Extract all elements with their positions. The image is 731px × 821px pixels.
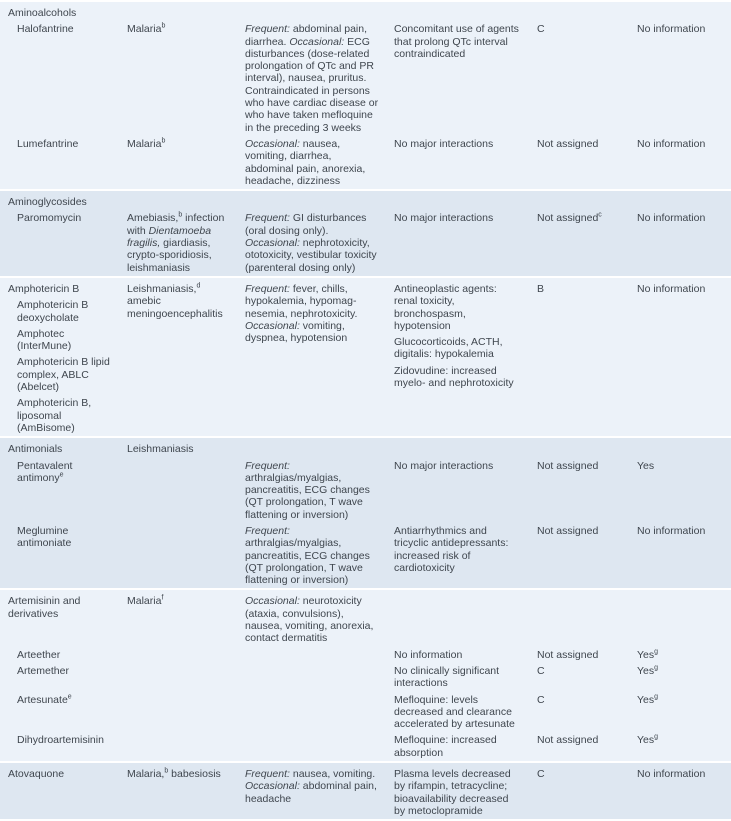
pregnancy-class-cell bbox=[530, 21, 630, 136]
drug-class-section bbox=[0, 191, 731, 278]
indication-cell bbox=[120, 523, 238, 588]
pregnancy-class-cell bbox=[530, 210, 630, 275]
interaction-note: No major interactions bbox=[394, 137, 494, 150]
drug-cell bbox=[0, 523, 120, 588]
breastfeeding-cell bbox=[630, 590, 731, 646]
drug-cell bbox=[0, 278, 120, 436]
drug-class-section bbox=[0, 438, 731, 590]
breastfeeding-cell bbox=[630, 278, 731, 436]
pregnancy-class-cell bbox=[530, 523, 630, 588]
indication-cell bbox=[120, 763, 238, 819]
interaction-note: Plasma levels decreased by rifampin, tetracycline; bioavailability decreased by metoclopramide bbox=[394, 768, 511, 817]
adverse-effects-text: Frequent: arthralgias/myalgias, pancreatitis, ECG changes (QT prolongation, T wave flattening or inversion) bbox=[245, 524, 370, 587]
drug-cell bbox=[0, 438, 120, 457]
drug-formulation: Amphotericin B lipid complex, ABLC (Abelcet) bbox=[17, 356, 110, 394]
interactions-cell bbox=[387, 210, 530, 275]
table-row bbox=[0, 732, 731, 761]
breastfeeding-text: Yes$^g$ bbox=[637, 733, 659, 747]
breastfeeding-text: No information bbox=[637, 212, 706, 225]
indication-text: Leishmaniasis,$^d$ amebic meningoencephalitis bbox=[127, 282, 223, 320]
drug-name: Artesunate$^e$ bbox=[17, 693, 72, 706]
drug-cell bbox=[0, 590, 120, 646]
interaction-note: No clinically significant interactions bbox=[394, 664, 500, 690]
interactions-cell bbox=[387, 458, 530, 523]
table-row bbox=[0, 763, 731, 819]
breastfeeding-cell bbox=[630, 136, 731, 189]
breastfeeding-cell bbox=[630, 647, 731, 663]
pregnancy-class-text: C bbox=[537, 23, 545, 36]
drug-formulation: Amphotericin B deoxycholate bbox=[17, 299, 89, 324]
breastfeeding-cell bbox=[630, 763, 731, 819]
table-row bbox=[0, 458, 731, 523]
drug-class-section bbox=[0, 278, 731, 438]
breastfeeding-cell bbox=[630, 210, 731, 275]
drug-cell bbox=[0, 692, 120, 733]
breastfeeding-cell bbox=[630, 732, 731, 761]
interactions-cell bbox=[387, 2, 530, 21]
interactions-cell bbox=[387, 136, 530, 189]
interaction-note: Concomitant use of agents that prolong QTc interval contraindicated bbox=[394, 23, 519, 60]
pregnancy-class-cell bbox=[530, 191, 630, 210]
indication-cell bbox=[120, 278, 238, 436]
drug-name: Dihydroartemisinin bbox=[17, 734, 104, 747]
interactions-cell bbox=[387, 590, 530, 646]
interactions-cell bbox=[387, 438, 530, 457]
interaction-note: No major interactions bbox=[394, 212, 494, 225]
adverse-effects-cell bbox=[238, 438, 387, 457]
indication-cell bbox=[120, 191, 238, 210]
drug-class-section bbox=[0, 590, 731, 763]
breastfeeding-cell bbox=[630, 2, 731, 21]
drug-class-section bbox=[0, 763, 731, 821]
interactions-cell bbox=[387, 21, 530, 136]
drug-cell bbox=[0, 732, 120, 761]
adverse-effects-cell bbox=[238, 278, 387, 436]
interactions-cell bbox=[387, 647, 530, 663]
indication-cell bbox=[120, 458, 238, 523]
adverse-effects-cell bbox=[238, 523, 387, 588]
table-row bbox=[0, 2, 731, 21]
drug-class-name: Aminoglycosides bbox=[8, 196, 87, 209]
adverse-effects-text: Frequent: GI disturbances (oral dosing only). Occasional: nephrotoxicity, ototoxicity, vestibular toxicity (parenteral dosing only) bbox=[245, 212, 377, 274]
pregnancy-class-cell bbox=[530, 663, 630, 692]
adverse-effects-text: Frequent: fever, chills, hypokalemia, hypomag-nesemia, nephrotoxicity. Occasional: vomiting, dyspnea, hypotension bbox=[245, 282, 358, 345]
drug-formulation: Amphotec (InterMune) bbox=[17, 327, 72, 353]
table-row bbox=[0, 692, 731, 733]
breastfeeding-cell bbox=[630, 663, 731, 692]
drug-class-name: Atovaquone bbox=[8, 768, 65, 781]
table-row bbox=[0, 21, 731, 136]
interactions-cell bbox=[387, 692, 530, 733]
breastfeeding-cell bbox=[630, 458, 731, 523]
drug-name: Lumefantrine bbox=[17, 137, 79, 150]
indication-text: Malaria,$^b$ babesiosis bbox=[127, 767, 221, 781]
breastfeeding-text: Yes$^g$ bbox=[637, 693, 659, 706]
drug-class-name: Antimonials bbox=[8, 443, 63, 456]
indication-cell bbox=[120, 210, 238, 275]
drug-formulation: Amphotericin B, liposomal (AmBisome) bbox=[17, 397, 92, 434]
adverse-effects-cell bbox=[238, 647, 387, 663]
adverse-effects-cell bbox=[238, 2, 387, 21]
drug-cell bbox=[0, 191, 120, 210]
adverse-effects-cell bbox=[238, 210, 387, 275]
adverse-effects-cell bbox=[238, 136, 387, 189]
drug-cell bbox=[0, 2, 120, 21]
drug-class-name: Amphotericin B bbox=[8, 282, 80, 295]
pregnancy-class-cell bbox=[530, 647, 630, 663]
drug-cell bbox=[0, 210, 120, 275]
interaction-note: Mefloquine: increased absorption bbox=[394, 734, 497, 759]
pregnancy-class-text: B bbox=[537, 282, 545, 295]
pregnancy-class-text: C bbox=[537, 768, 545, 781]
breastfeeding-text: No information bbox=[637, 524, 706, 537]
interactions-cell bbox=[387, 763, 530, 819]
drug-cell bbox=[0, 21, 120, 136]
breastfeeding-text: No information bbox=[637, 137, 706, 150]
drug-name: Artemether bbox=[17, 664, 69, 677]
adverse-effects-text: Frequent: abdominal pain, diarrhea. Occasional: ECG disturbances (dose-related prolongation of QTc and PR interval), nausea, pruritus. Contraindicated in persons who have cardiac disease or who have taken mefloquine in the preceding 3 weeks bbox=[245, 23, 379, 134]
interactions-cell bbox=[387, 732, 530, 761]
breastfeeding-cell bbox=[630, 21, 731, 136]
drug-name: Meglumine antimoniate bbox=[17, 524, 72, 550]
drug-class-name: Aminoalcohols bbox=[8, 7, 77, 19]
pregnancy-class-text: Not assigned bbox=[537, 459, 599, 472]
pregnancy-class-cell bbox=[530, 136, 630, 189]
drug-name: Arteether bbox=[17, 648, 61, 661]
adverse-effects-cell bbox=[238, 458, 387, 523]
table-row bbox=[0, 523, 731, 588]
indication-text: Malaria$^b$ bbox=[127, 137, 166, 150]
breastfeeding-text: No information bbox=[637, 768, 706, 781]
pregnancy-class-cell bbox=[530, 2, 630, 21]
drug-name: Paromomycin bbox=[17, 212, 82, 225]
pregnancy-class-text: Not assigned bbox=[537, 648, 599, 661]
adverse-effects-cell bbox=[238, 732, 387, 761]
interactions-cell bbox=[387, 278, 530, 436]
indication-cell bbox=[120, 21, 238, 136]
interaction-note: No major interactions bbox=[394, 459, 494, 472]
adverse-effects-cell bbox=[238, 191, 387, 210]
pregnancy-class-text: Not assigned bbox=[537, 137, 599, 150]
breastfeeding-cell bbox=[630, 438, 731, 457]
table-row bbox=[0, 663, 731, 692]
interaction-note: Antineoplastic agents: renal toxicity, bronchospasm, hypotension bbox=[394, 282, 497, 332]
breastfeeding-text: Yes$^g$ bbox=[637, 664, 659, 677]
interactions-cell bbox=[387, 191, 530, 210]
drug-cell bbox=[0, 663, 120, 692]
pregnancy-class-cell bbox=[530, 692, 630, 733]
indication-text: Malaria$^f$ bbox=[127, 594, 164, 608]
adverse-effects-cell bbox=[238, 763, 387, 819]
breastfeeding-text: No information bbox=[637, 282, 706, 295]
table-row bbox=[0, 438, 731, 457]
indication-cell bbox=[120, 590, 238, 646]
drug-name: Pentavalent antimony$^e$ bbox=[17, 459, 73, 484]
drug-cell bbox=[0, 136, 120, 189]
interactions-cell bbox=[387, 523, 530, 588]
breastfeeding-cell bbox=[630, 191, 731, 210]
interactions-cell bbox=[387, 663, 530, 692]
indication-cell bbox=[120, 663, 238, 692]
pregnancy-class-text: Not assigned$^c$ bbox=[537, 211, 602, 225]
pregnancy-class-text: Not assigned bbox=[537, 734, 599, 747]
adverse-effects-text: Occasional: neurotoxicity (ataxia, convulsions), nausea, vomiting, anorexia, contact dermatitis bbox=[245, 595, 374, 645]
adverse-effects-cell bbox=[238, 590, 387, 646]
drug-cell bbox=[0, 763, 120, 819]
pregnancy-class-text: C bbox=[537, 664, 545, 677]
interaction-note: No information bbox=[394, 648, 463, 661]
drug-cell bbox=[0, 647, 120, 663]
interaction-note: Zidovudine: increased myelo- and nephrotoxicity bbox=[394, 364, 514, 390]
breastfeeding-text: Yes$^g$ bbox=[637, 648, 659, 661]
pregnancy-class-cell bbox=[530, 590, 630, 646]
adverse-effects-text: Frequent: arthralgias/myalgias, pancreatitis, ECG changes (QT prolongation, T wave flattening or inversion) bbox=[245, 459, 370, 521]
table-row bbox=[0, 136, 731, 189]
interaction-note: Antiarrhythmics and tricyclic antidepressants: increased risk of cardiotoxicity bbox=[394, 524, 509, 574]
pregnancy-class-cell bbox=[530, 732, 630, 761]
pregnancy-class-cell bbox=[530, 438, 630, 457]
table-row bbox=[0, 278, 731, 436]
indication-text: Malaria$^b$ bbox=[127, 22, 166, 36]
pregnancy-class-cell bbox=[530, 278, 630, 436]
breastfeeding-cell bbox=[630, 692, 731, 733]
pregnancy-class-cell bbox=[530, 458, 630, 523]
adverse-effects-text: Frequent: nausea, vomiting. Occasional: abdominal pain, headache bbox=[245, 768, 377, 805]
table-row bbox=[0, 191, 731, 210]
adverse-effects-cell bbox=[238, 21, 387, 136]
drug-cell bbox=[0, 458, 120, 523]
adverse-effects-cell bbox=[238, 692, 387, 733]
indication-cell bbox=[120, 647, 238, 663]
breastfeeding-cell bbox=[630, 523, 731, 588]
drug-class-name: Artemisinin and derivatives bbox=[8, 595, 81, 620]
indication-cell bbox=[120, 2, 238, 21]
indication-cell bbox=[120, 692, 238, 733]
table-row bbox=[0, 647, 731, 663]
indication-text: Amebiasis,$^b$ infection with Dientamoeba fragilis, giardiasis, crypto-sporidiosis, leishmaniasis bbox=[127, 211, 225, 274]
pregnancy-class-text: Not assigned bbox=[537, 524, 599, 537]
adverse-effects-cell bbox=[238, 663, 387, 692]
drug-class-section bbox=[0, 2, 731, 191]
drug-name: Halofantrine bbox=[17, 23, 74, 36]
interaction-note: Mefloquine: levels decreased and clearance accelerated by artesunate bbox=[394, 693, 515, 731]
pregnancy-class-text: C bbox=[537, 693, 545, 706]
indication-cell bbox=[120, 136, 238, 189]
breastfeeding-text: Yes bbox=[637, 459, 655, 472]
breastfeeding-text: No information bbox=[637, 23, 706, 36]
pregnancy-class-cell bbox=[530, 763, 630, 819]
indication-cell bbox=[120, 732, 238, 761]
adverse-effects-text: Occasional: nausea, vomiting, diarrhea, abdominal pain, anorexia, headache, dizziness bbox=[245, 137, 366, 187]
interaction-note: Glucocorticoids, ACTH, digitalis: hypokalemia bbox=[394, 336, 503, 361]
table-row bbox=[0, 590, 731, 646]
indication-text: Leishmaniasis bbox=[127, 443, 194, 456]
indication-cell bbox=[120, 438, 238, 457]
table-row bbox=[0, 210, 731, 275]
